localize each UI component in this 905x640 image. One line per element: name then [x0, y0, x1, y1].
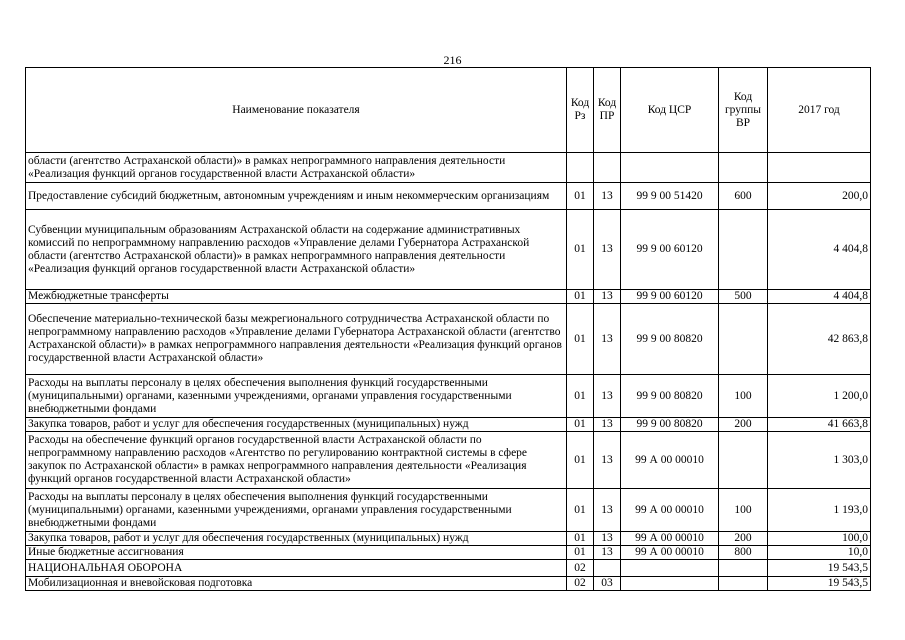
row-csr-cell: 99 9 00 80820 [621, 418, 719, 432]
row-csr-cell: 99 А 00 00010 [621, 532, 719, 546]
row-pr-cell: 13 [594, 532, 621, 546]
row-amount-cell: 41 663,8 [768, 418, 871, 432]
row-amount-cell [768, 153, 871, 183]
table-row [26, 432, 871, 489]
row-vr-cell [719, 304, 768, 375]
row-csr-cell: 99 А 00 00010 [621, 546, 719, 560]
header-year: 2017 год [768, 68, 871, 153]
row-vr-cell [719, 432, 768, 489]
row-csr-cell: 99 А 00 00010 [621, 489, 719, 532]
row-name-cell: Расходы на обеспечение функций органов государственной власти Астраханской области по непрограммному направлению расходов «Агентство по регулированию контрактной системы в сфере закупок по Астраханской области» в рамках непрограммного направления деятельности «Реализация функций органов государственной власти Астраханской области» [26, 432, 567, 489]
row-amount-cell: 200,0 [768, 183, 871, 210]
row-rz-cell: 01 [567, 210, 594, 290]
header-vr: Код группы ВР [719, 68, 768, 153]
row-csr-cell [621, 577, 719, 591]
row-vr-cell [719, 560, 768, 577]
row-rz-cell [567, 153, 594, 183]
row-pr-cell: 13 [594, 418, 621, 432]
header-rz: Код Рз [567, 68, 594, 153]
row-name-cell: Межбюджетные трансферты [26, 290, 567, 304]
row-rz-cell: 01 [567, 375, 594, 418]
row-pr-cell: 03 [594, 577, 621, 591]
row-name-cell: Расходы на выплаты персоналу в целях обеспечения выполнения функций государственными (муниципальными) органами, казенными учреждениями, органами управления государственными внебюджетными фондами [26, 489, 567, 532]
row-amount-cell: 19 543,5 [768, 577, 871, 591]
row-amount-cell: 100,0 [768, 532, 871, 546]
row-amount-cell: 19 543,5 [768, 560, 871, 577]
row-name-cell: Мобилизационная и вневойсковая подготовка [26, 577, 567, 591]
page-number: 216 [443, 53, 462, 67]
row-pr-cell: 13 [594, 290, 621, 304]
row-rz-cell: 01 [567, 532, 594, 546]
row-name-cell: Субвенции муниципальным образованиям Астраханской области на содержание административных комиссий по непрограммному направлению расходов «Управление делами Губернатора Астраханской области (агентство Астраханской области)» в рамках непрограммного направления деятельности «Реализация функций органов государственной власти Астраханской области» [26, 210, 567, 290]
row-name-cell: Обеспечение материально-технической базы межрегионального сотрудничества Астраханской области по непрограммному направлению расходов «Управление делами Губернатора Астраханской области (агентство Астраханской области)» в рамках непрограммного направления деятельности «Реализация функций органов государственной власти Астраханской области» [26, 304, 567, 375]
row-amount-cell: 1 200,0 [768, 375, 871, 418]
row-name-cell: Предоставление субсидий бюджетным, автономным учреждениям и иным некоммерческим организациям [26, 183, 567, 210]
row-amount-cell: 4 404,8 [768, 210, 871, 290]
row-amount-cell: 10,0 [768, 546, 871, 560]
header-pr: Код ПР [594, 68, 621, 153]
table-row [26, 375, 871, 418]
row-amount-cell: 4 404,8 [768, 290, 871, 304]
row-pr-cell: 13 [594, 304, 621, 375]
table-row [26, 418, 871, 432]
row-name-cell: Расходы на выплаты персоналу в целях обеспечения выполнения функций государственными (муниципальными) органами, казенными учреждениями, органами управления государственными внебюджетными фондами [26, 375, 567, 418]
header-row [26, 68, 871, 153]
row-vr-cell: 800 [719, 546, 768, 560]
row-csr-cell [621, 560, 719, 577]
row-vr-cell: 100 [719, 489, 768, 532]
row-name-cell: Закупка товаров, работ и услуг для обеспечения государственных (муниципальных) нужд [26, 532, 567, 546]
table-row [26, 304, 871, 375]
header-csr: Код ЦСР [621, 68, 719, 153]
table-row [26, 183, 871, 210]
table-row [26, 532, 871, 546]
row-vr-cell: 100 [719, 375, 768, 418]
row-pr-cell: 13 [594, 210, 621, 290]
row-pr-cell [594, 153, 621, 183]
row-name-cell: области (агентство Астраханской области)» в рамках непрограммного направления деятельности «Реализация функций органов государственной власти Астраханской области» [26, 153, 567, 183]
row-pr-cell: 13 [594, 375, 621, 418]
row-vr-cell: 600 [719, 183, 768, 210]
row-rz-cell: 01 [567, 304, 594, 375]
row-pr-cell: 13 [594, 489, 621, 532]
row-pr-cell: 13 [594, 546, 621, 560]
row-rz-cell: 01 [567, 432, 594, 489]
table-row [26, 546, 871, 560]
row-pr-cell: 13 [594, 183, 621, 210]
row-rz-cell: 02 [567, 577, 594, 591]
row-csr-cell: 99 9 00 80820 [621, 375, 719, 418]
row-amount-cell: 42 863,8 [768, 304, 871, 375]
row-csr-cell: 99 9 00 60120 [621, 210, 719, 290]
row-vr-cell: 200 [719, 418, 768, 432]
row-amount-cell: 1 303,0 [768, 432, 871, 489]
table-row [26, 489, 871, 532]
row-rz-cell: 01 [567, 489, 594, 532]
table-row [26, 560, 871, 577]
row-rz-cell: 01 [567, 290, 594, 304]
table-row [26, 577, 871, 591]
row-vr-cell: 200 [719, 532, 768, 546]
row-csr-cell: 99 А 00 00010 [621, 432, 719, 489]
row-vr-cell: 500 [719, 290, 768, 304]
row-pr-cell [594, 560, 621, 577]
row-rz-cell: 01 [567, 546, 594, 560]
row-csr-cell: 99 9 00 80820 [621, 304, 719, 375]
row-vr-cell [719, 577, 768, 591]
row-csr-cell: 99 9 00 51420 [621, 183, 719, 210]
row-name-cell: Иные бюджетные ассигнования [26, 546, 567, 560]
row-csr-cell [621, 153, 719, 183]
table-row [26, 153, 871, 183]
header-name: Наименование показателя [26, 68, 567, 153]
row-csr-cell: 99 9 00 60120 [621, 290, 719, 304]
table-row [26, 210, 871, 290]
budget-table [25, 67, 871, 591]
row-rz-cell: 01 [567, 418, 594, 432]
row-rz-cell: 01 [567, 183, 594, 210]
row-vr-cell [719, 210, 768, 290]
row-name-cell: НАЦИОНАЛЬНАЯ ОБОРОНА [26, 560, 567, 577]
row-amount-cell: 1 193,0 [768, 489, 871, 532]
row-vr-cell [719, 153, 768, 183]
row-pr-cell: 13 [594, 432, 621, 489]
table-row [26, 290, 871, 304]
row-rz-cell: 02 [567, 560, 594, 577]
row-name-cell: Закупка товаров, работ и услуг для обеспечения государственных (муниципальных) нужд [26, 418, 567, 432]
